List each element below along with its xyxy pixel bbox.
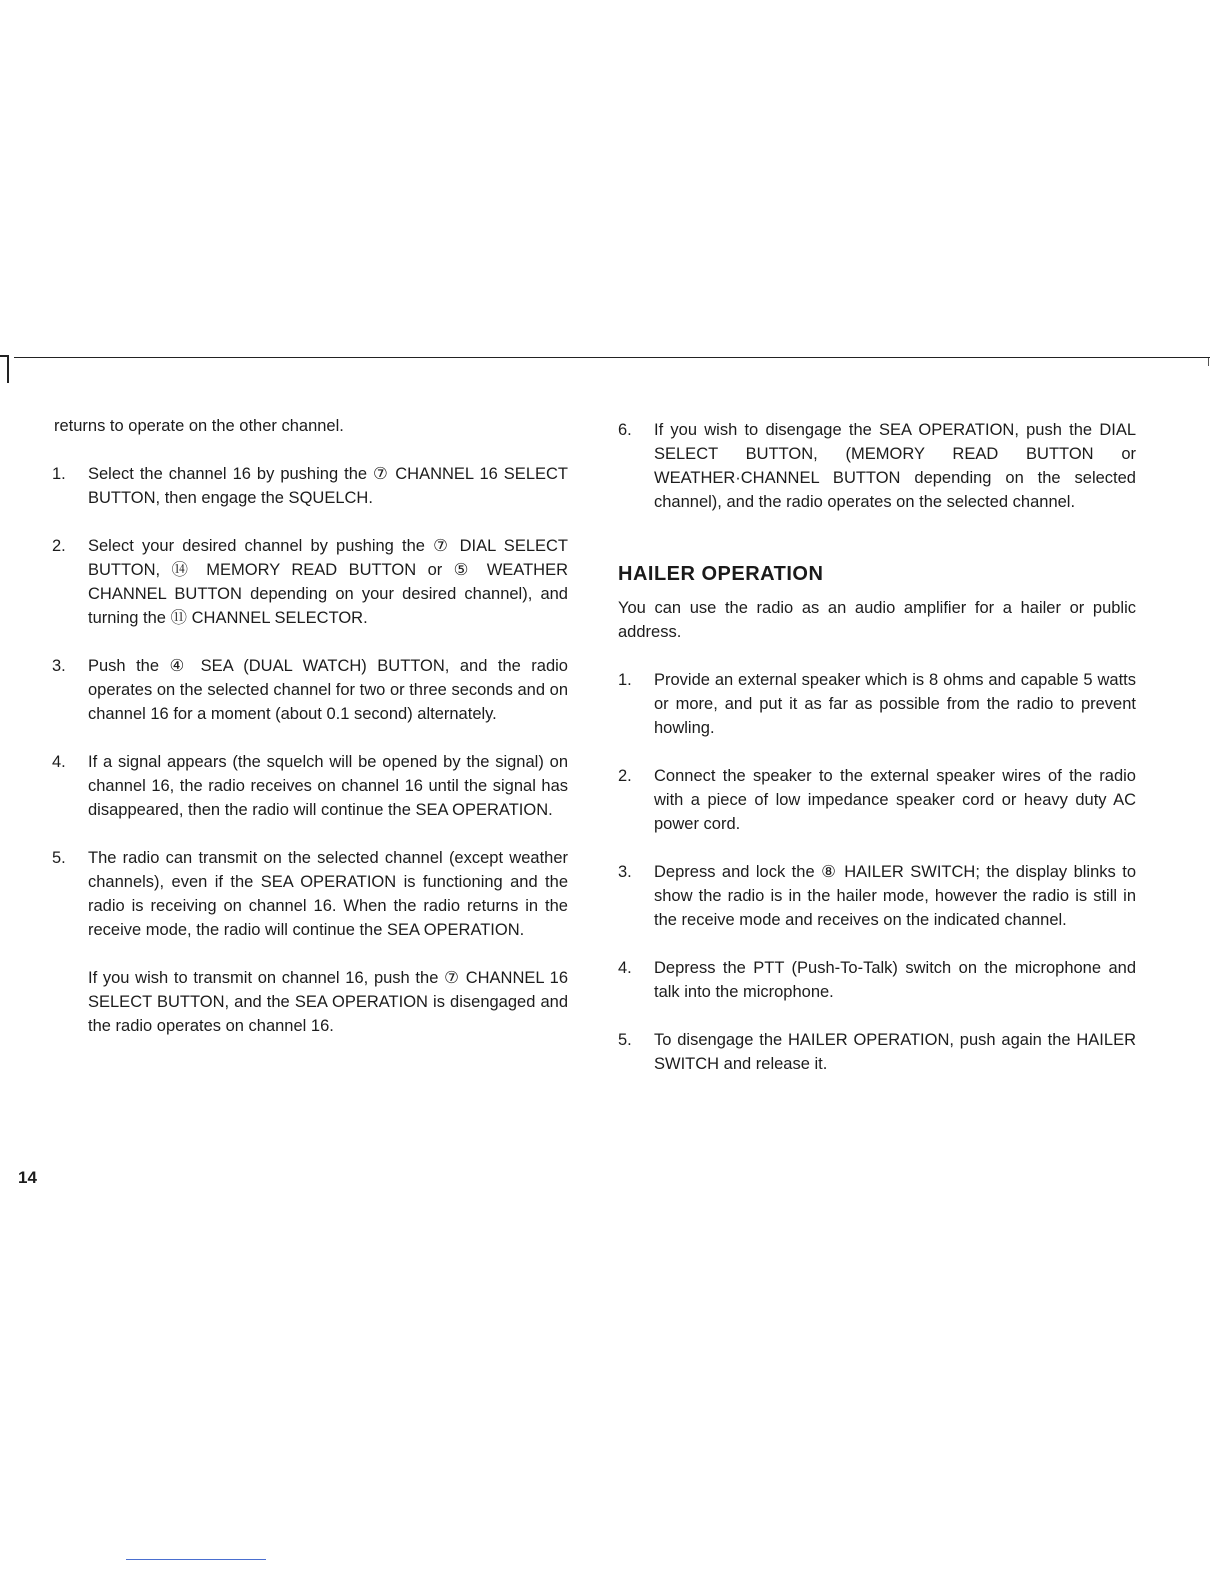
item-text: The radio can transmit on the selected channel (except weather channels), even if the SEA OPERATION is functioning and the radio is receiving on channel 16. When the radio returns in the receive mode, the radio will continue the SEA OPERATION.	[88, 849, 568, 939]
item-number: 1.	[52, 465, 66, 483]
list-item	[52, 534, 568, 630]
section-intro-text: You can use the radio as an audio amplifier for a hailer or public address.	[618, 599, 1136, 641]
page-number: 14	[18, 1168, 37, 1187]
item-text: To disengage the HAILER OPERATION, push again the HAILER SWITCH and release it.	[654, 1031, 1136, 1073]
item-number: 3.	[52, 657, 66, 675]
item-text: Select the channel 16 by pushing the ⑦ CHANNEL 16 SELECT BUTTON, then engage the SQUELCH.	[88, 465, 568, 507]
header-rule-left-tick	[7, 355, 9, 383]
left-intro-text: returns to operate on the other channel.	[54, 417, 344, 435]
item-text: If you wish to disengage the SEA OPERATION, push the DIAL SELECT BUTTON, (MEMORY READ BUTTON or WEATHER·CHANNEL BUTTON depending on the selected channel), and the radio operates on the selected channel.	[654, 421, 1136, 511]
item-text: If a signal appears (the squelch will be opened by the signal) on channel 16, the radio receives on channel 16 until the signal has disappeared, then the radio will continue the SEA OPERATION.	[88, 753, 568, 819]
item-number: 2.	[618, 767, 632, 785]
item-number: 5.	[618, 1031, 632, 1049]
list-item	[618, 1028, 1136, 1076]
item-text: Select your desired channel by pushing the ⑦ DIAL SELECT BUTTON, ⑭ MEMORY READ BUTTON or ⑤ WEATHER CHANNEL BUTTON depending on your desired channel), and turning the ⑪ CHANNEL SELECTOR.	[88, 537, 568, 627]
left-column	[54, 414, 568, 1038]
list-item	[618, 668, 1136, 740]
item-number: 4.	[52, 753, 66, 771]
item-number: 5.	[52, 849, 66, 867]
item-text: Depress and lock the ⑧ HAILER SWITCH; the display blinks to show the radio is in the hailer mode, however the radio is still in the receive mode and receives on the indicated channel.	[654, 863, 1136, 929]
list-item	[618, 860, 1136, 932]
footer-line	[126, 1559, 266, 1560]
list-item	[52, 462, 568, 510]
item-number: 3.	[618, 863, 632, 881]
header-rule-right-tick	[1208, 358, 1209, 366]
follow-paragraph: If you wish to transmit on channel 16, push the ⑦ CHANNEL 16 SELECT BUTTON, and the SEA OPERATION is disengaged and the radio operates on channel 16.	[88, 969, 568, 1035]
item-number: 1.	[618, 671, 632, 689]
list-item	[52, 750, 568, 822]
list-item	[618, 956, 1136, 1004]
right-column	[618, 418, 1136, 1100]
section-heading: HAILER OPERATION	[618, 563, 824, 585]
item-text: Push the ④ SEA (DUAL WATCH) BUTTON, and the radio operates on the selected channel for two or three seconds and on channel 16 for a moment (about 0.1 second) alternately.	[88, 657, 568, 723]
list-item	[52, 654, 568, 726]
list-item	[52, 846, 568, 942]
item-number: 2.	[52, 537, 66, 555]
header-rule	[14, 357, 1210, 358]
item-text: Depress the PTT (Push-To-Talk) switch on the microphone and talk into the microphone.	[654, 959, 1136, 1001]
item-text: Connect the speaker to the external speaker wires of the radio with a piece of low impedance speaker cord or heavy duty AC power cord.	[654, 767, 1136, 833]
item-text: Provide an external speaker which is 8 ohms and capable 5 watts or more, and put it as far as possible from the radio to prevent howling.	[654, 671, 1136, 737]
list-item	[618, 418, 1136, 514]
item-number: 4.	[618, 959, 632, 977]
item-number: 6.	[618, 421, 632, 439]
list-item	[618, 764, 1136, 836]
